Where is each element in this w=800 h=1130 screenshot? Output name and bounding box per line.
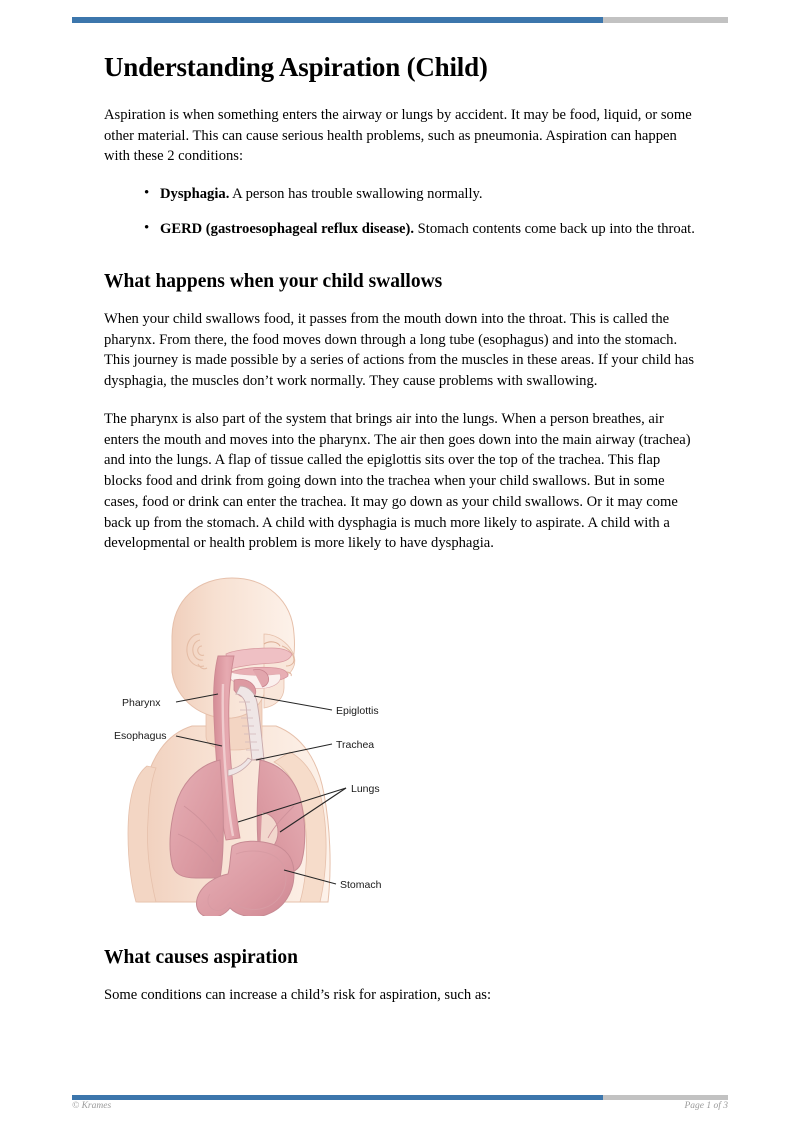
conditions-list	[104, 184, 700, 239]
header-rule-gray-segment	[603, 17, 728, 23]
document-content	[104, 52, 700, 1023]
label-trachea: Trachea	[336, 738, 375, 751]
label-pharynx: Pharynx	[122, 696, 161, 709]
header-rule-blue-segment	[72, 17, 603, 23]
intro-paragraph: Aspiration is when something enters the airway or lungs by accident. It may be food, liquid, or some other material. This can cause serious health problems, such as pneumonia. Aspiration can happen with these 2 conditions:	[104, 107, 692, 165]
footer	[72, 1101, 728, 1111]
label-epiglottis: Epiglottis	[336, 704, 379, 717]
list-item	[144, 184, 700, 205]
footer-rule	[72, 1095, 728, 1100]
label-esophagus: Esophagus	[114, 729, 167, 742]
anatomy-illustration	[114, 576, 444, 916]
page-number: Page 1 of 3	[684, 1101, 728, 1111]
section-paragraph: Some conditions can increase a child’s risk for aspiration, such as:	[104, 987, 492, 1004]
copyright-notice: © Krames	[72, 1101, 112, 1111]
condition-description: A person has trouble swallowing normally.	[229, 186, 483, 203]
condition-term: GERD (gastroesophageal reflux disease).	[160, 220, 415, 237]
section-heading-causes: What causes aspiration	[104, 946, 298, 968]
list-item	[144, 219, 700, 240]
label-lungs: Lungs	[351, 782, 380, 795]
condition-description: Stomach contents come back up into the throat.	[414, 220, 695, 237]
page-title: Understanding Aspiration (Child)	[104, 52, 488, 82]
footer-rule-blue-segment	[72, 1095, 603, 1100]
condition-term: Dysphagia.	[160, 186, 230, 203]
section-heading-swallowing: What happens when your child swallows	[104, 270, 443, 292]
header-rule	[72, 17, 728, 23]
section-paragraph: The pharynx is also part of the system that brings air into the lungs. When a person breathes, air enters the mouth and moves into the pharynx. The air then goes down into the main airway (trachea) and into the lungs. A flap of tissue called the epiglottis sits over the top of the trachea. This flap blocks food and drink from going down into the trachea when your child swallows. But in some cases, food or drink can enter the trachea. It may go down as your child swallows. Or it may come back up from the stomach. A child with dysphagia is much more likely to aspirate. A child with a developmental or health problem is more likely to have dysphagia.	[104, 410, 691, 552]
label-stomach: Stomach	[340, 878, 382, 891]
footer-rule-gray-segment	[603, 1095, 728, 1100]
section-paragraph: When your child swallows food, it passes from the mouth down into the throat. This is called the pharynx. From there, the food moves down through a long tube (esophagus) and into the stomach. This journey is made possible by a series of actions from the muscles in these areas. If your child has dysphagia, the muscles don’t work normally. They cause problems with swallowing.	[104, 311, 695, 390]
